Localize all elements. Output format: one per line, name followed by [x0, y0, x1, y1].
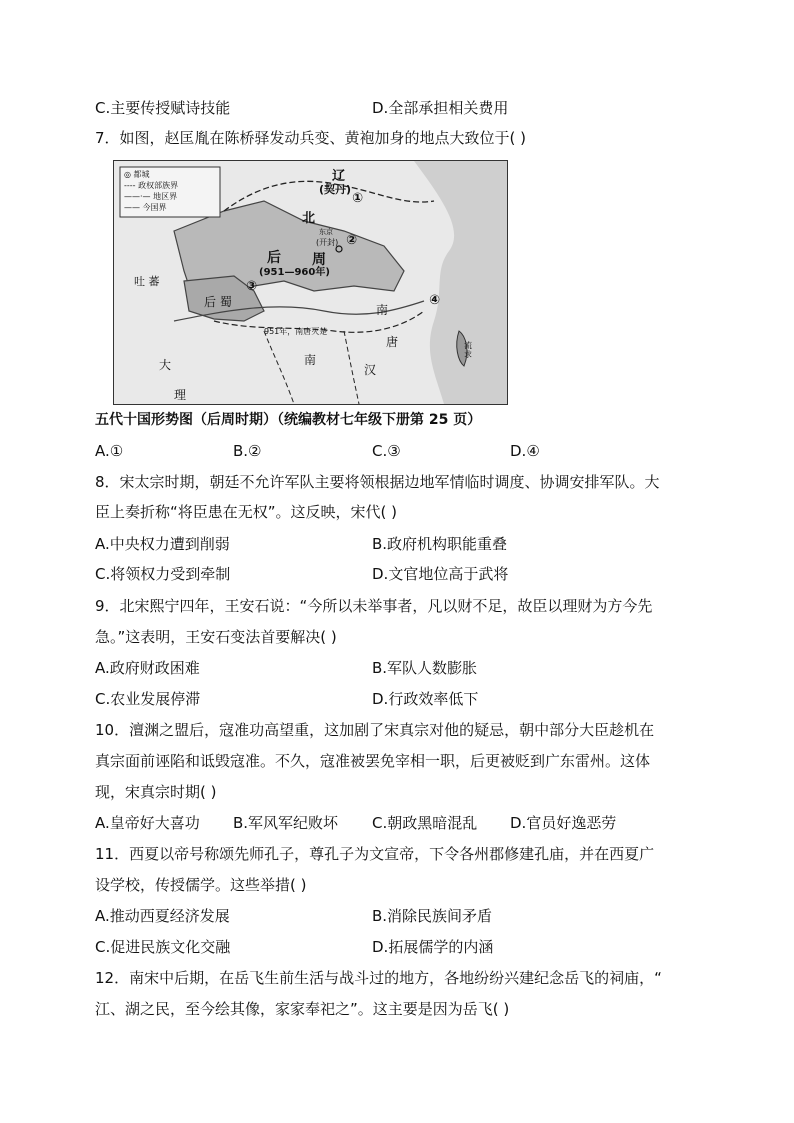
q7-option-b: B.②	[233, 442, 262, 460]
legend-region-border: ——·— 地区界	[124, 192, 178, 201]
label-dali: 大	[159, 358, 172, 372]
q11-option-d: D.拓展儒学的内涵	[372, 938, 494, 956]
legend-capital: ◎ 都城	[124, 170, 150, 179]
label-li2: 理	[174, 388, 187, 402]
q9-stem-line2: 急。”这表明，王安石变法首要解决( )	[95, 628, 337, 646]
legend-modern-border: —— 今国界	[124, 203, 167, 212]
label-nanhan: 南	[304, 353, 317, 367]
label-hou: 后	[267, 250, 281, 266]
marker-3: ③	[246, 279, 258, 294]
q9-option-d: D.行政效率低下	[372, 690, 479, 708]
q11-stem-line1: 11．西夏以帝号称颂先师孔子，尊孔子为文宣帝，下令各州郡修建孔庙，并在西夏广	[95, 845, 655, 863]
q8-option-a: A.中央权力遭到削弱	[95, 535, 230, 553]
five-dynasties-map	[113, 160, 508, 405]
label-dongjing: 东京	[319, 228, 333, 236]
q6-option-d: D.全部承担相关费用	[372, 99, 509, 117]
q11-option-c: C.促进民族文化交融	[95, 938, 231, 956]
label-liao: 辽	[332, 169, 346, 184]
legend-regime-border: ---- 政权部族界	[124, 181, 179, 190]
q7-option-c: C.③	[372, 442, 401, 460]
label-shu: 后 蜀	[204, 295, 232, 309]
q6-option-c: C.主要传授赋诗技能	[95, 99, 231, 117]
marker-4: ④	[429, 293, 441, 308]
q8-option-d: D.文官地位高于武将	[372, 565, 509, 583]
q11-option-a: A.推动西夏经济发展	[95, 907, 230, 925]
q11-option-b: B.消除民族间矛盾	[372, 907, 493, 925]
label-kaifeng: (开封)	[316, 238, 339, 247]
label-liuqiu: 流求	[464, 341, 472, 359]
label-years: (951—960年)	[259, 267, 330, 278]
q10-stem-line1: 10．澶渊之盟后，寇准功高望重，这加剧了宋真宗对他的疑忌，朝中部分大臣趁机在	[95, 721, 655, 739]
label-han2: 汉	[364, 363, 377, 377]
q8-option-b: B.政府机构职能重叠	[372, 535, 508, 553]
label-nantang: 南	[376, 303, 389, 317]
q9-option-c: C.农业发展停滞	[95, 690, 201, 708]
q7-option-d: D.④	[510, 442, 540, 460]
q8-stem-line2: 臣上奏折称“将臣患在无权”。这反映，宋代( )	[95, 503, 398, 521]
marker-2: ②	[346, 233, 358, 248]
label-beihan: 北	[302, 211, 316, 226]
q7-option-a: A.①	[95, 442, 124, 460]
label-qidan: (契丹)	[319, 183, 352, 196]
label-tubo: 吐 蕃	[134, 275, 160, 288]
q7-map-caption: 五代十国形势图（后周时期）（统编教材七年级下册第 25 页）	[95, 412, 482, 428]
q10-stem-line3: 现，宋真宗时期( )	[95, 783, 217, 801]
label-note951: 951年，南唐灭楚	[264, 327, 328, 336]
label-tang2: 唐	[386, 335, 399, 349]
label-zhou: 周	[312, 252, 326, 268]
q9-option-a: A.政府财政困难	[95, 659, 200, 677]
q8-option-c: C.将领权力受到牵制	[95, 565, 231, 583]
q10-option-b: B.军风军纪败坏	[233, 814, 339, 832]
q11-stem-line2: 设学校，传授儒学。这些举措( )	[95, 876, 307, 894]
q10-option-d: D.官员好逸恶劳	[510, 814, 617, 832]
q9-stem-line1: 9．北宋熙宁四年，王安石说：“今所以未举事者，凡以财不足，故臣以理财为方今先	[95, 597, 653, 615]
q9-option-b: B.军队人数膨胀	[372, 659, 478, 677]
q7-stem: 7．如图，赵匡胤在陈桥驿发动兵变、黄袍加身的地点大致位于( )	[95, 129, 527, 147]
marker-1: ①	[352, 191, 364, 206]
q10-stem-line2: 真宗面前诬陷和诋毁寇准。不久，寇准被罢免宰相一职，后更被贬到广东雷州。这体	[95, 752, 651, 770]
q10-option-c: C.朝政黑暗混乱	[372, 814, 478, 832]
q12-stem-line1: 12．南宋中后期，在岳飞生前生活与战斗过的地方，各地纷纷兴建纪念岳飞的祠庙，“	[95, 969, 662, 987]
q10-option-a: A.皇帝好大喜功	[95, 814, 200, 832]
q12-stem-line2: 江、湖之民，至今绘其像，家家奉祀之”。这主要是因为岳飞( )	[95, 1000, 510, 1018]
q8-stem-line1: 8．宋太宗时期，朝廷不允许军队主要将领根据边地军情临时调度、协调安排军队。大	[95, 473, 660, 491]
